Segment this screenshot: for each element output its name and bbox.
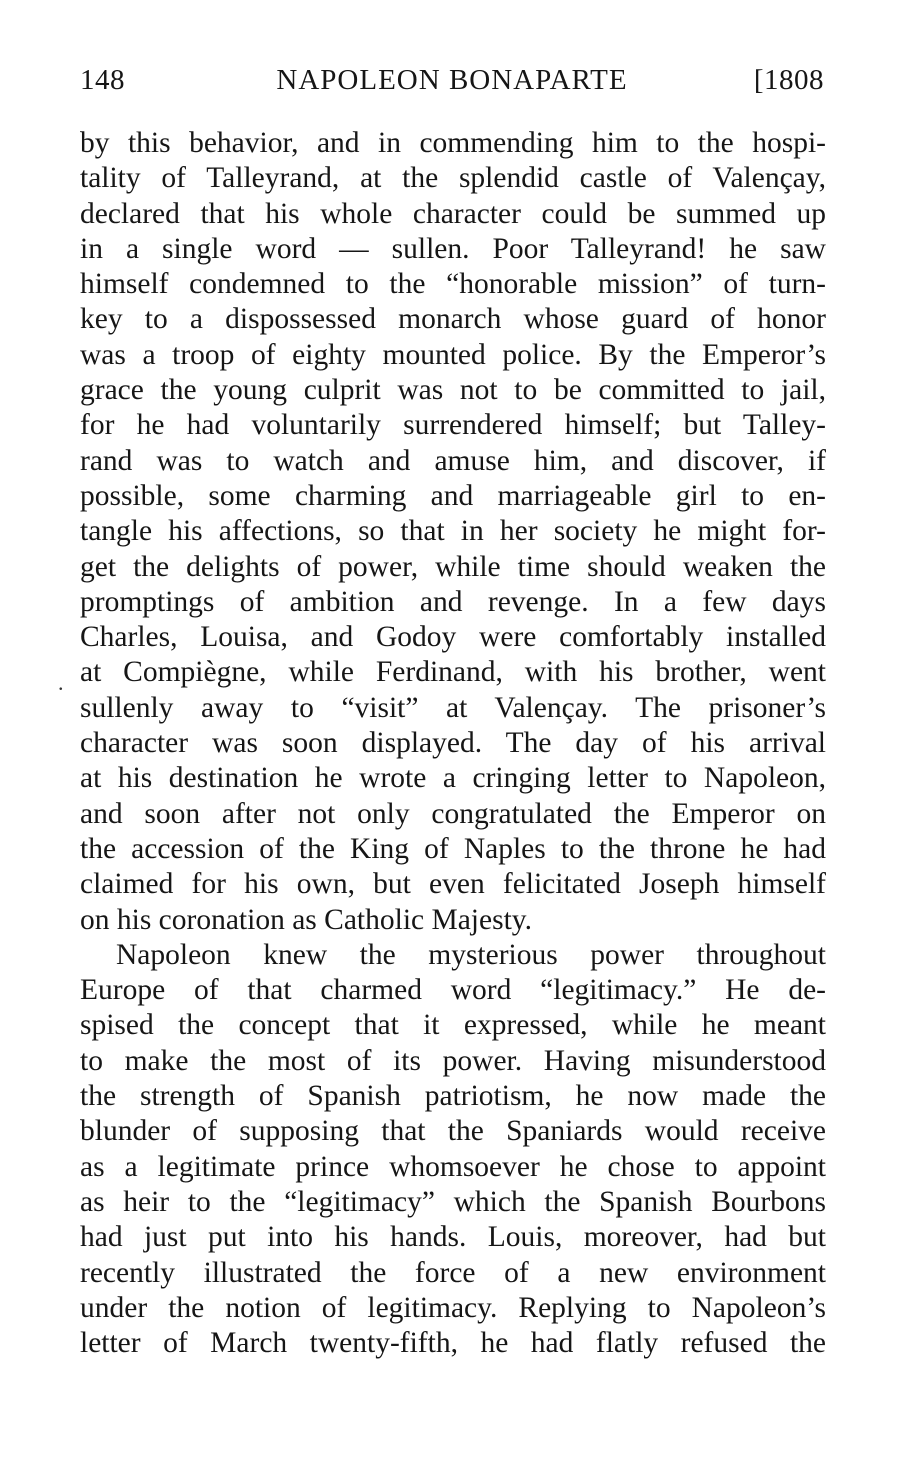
text-line: as a legitimate prince whomsoever he chose to appoint (80, 1150, 826, 1183)
text-line: the strength of Spanish patriotism, he now made the (80, 1080, 826, 1113)
text-line: for he had voluntarily surrendered himself; but Talley- (80, 409, 826, 442)
text-line: possible, some charming and marriageable girl to en- (80, 479, 826, 512)
text-line: rand was to watch and amuse him, and discover, if (80, 444, 826, 477)
body-text (80, 126, 826, 1361)
page-number: 148 (80, 64, 125, 96)
header-year: [1808 (753, 64, 824, 96)
text-line: Europe of that charmed word “legitimacy.” He de- (80, 974, 826, 1007)
running-title: NAPOLEON BONAPARTE (276, 64, 628, 96)
text-line: at his destination he wrote a cringing letter to Napoleon, (80, 762, 826, 795)
text-line: character was soon displayed. The day of his arrival (80, 727, 826, 760)
text-line: blunder of supposing that the Spaniards would receive (80, 1115, 826, 1148)
paragraph-last-line: on his coronation as Catholic Majesty. (80, 903, 532, 936)
text-line: to make the most of its power. Having misunderstood (80, 1044, 826, 1077)
text-line: as heir to the “legitimacy” which the Spanish Bourbons (80, 1185, 826, 1218)
text-line: grace the young culprit was not to be committed to jail, (80, 374, 826, 407)
text-line: was a troop of eighty mounted police. By the Emperor’s (80, 338, 826, 371)
text-line: under the notion of legitimacy. Replying to Napoleon’s (80, 1291, 826, 1324)
text-line: at Compiègne, while Ferdinand, with his brother, went (80, 656, 826, 689)
text-line: Charles, Louisa, and Godoy were comfortably installed (80, 621, 826, 654)
margin-mark: . (58, 670, 64, 695)
text-line: had just put into his hands. Louis, moreover, had but (80, 1221, 826, 1254)
text-line: sullenly away to “visit” at Valençay. The prisoner’s (80, 691, 826, 724)
text-line: claimed for his own, but even felicitated Joseph himself (80, 868, 826, 901)
text-line: promptings of ambition and revenge. In a few days (80, 585, 826, 618)
text-line: key to a dispossessed monarch whose guard of honor (80, 303, 826, 336)
text-line: by this behavior, and in commending him to the hospi- (80, 127, 826, 159)
running-header (80, 58, 824, 102)
text-line: tangle his affections, so that in her society he might for- (80, 515, 826, 548)
paragraph-first-line: Napoleon knew the mysterious power throughout (116, 938, 826, 971)
text-line: recently illustrated the force of a new environment (80, 1256, 826, 1289)
text-line: declared that his whole character could be summed up (80, 197, 826, 230)
text-line: get the delights of power, while time should weaken the (80, 550, 826, 583)
text-line: himself condemned to the “honorable mission” of turn- (80, 268, 826, 301)
text-line: and soon after not only congratulated the Emperor on (80, 797, 826, 830)
text-line: in a single word — sullen. Poor Talleyrand! he saw (80, 232, 826, 265)
text-line: letter of March twenty-fifth, he had flatly refused the (80, 1327, 826, 1360)
text-line: tality of Talleyrand, at the splendid castle of Valençay, (80, 162, 826, 195)
text-line: spised the concept that it expressed, while he meant (80, 1009, 826, 1042)
text-line: the accession of the King of Naples to the throne he had (80, 832, 826, 865)
